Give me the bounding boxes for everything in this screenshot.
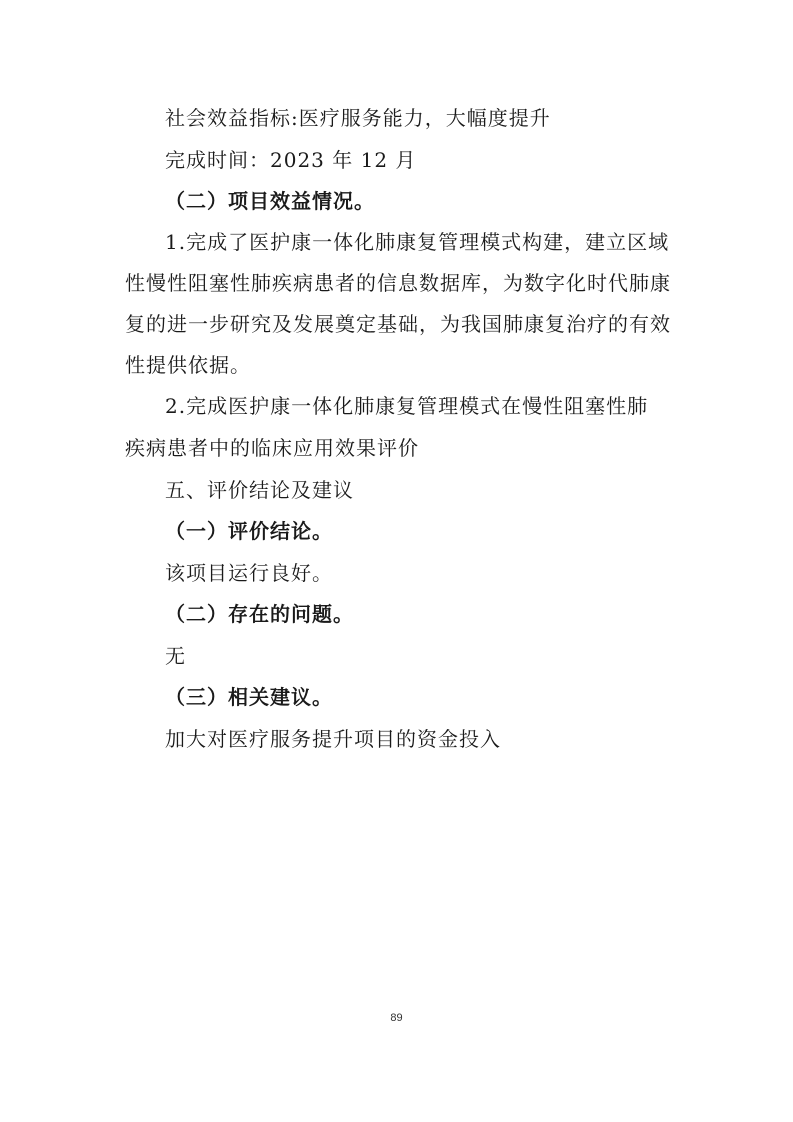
paragraph-1-line-2: 性慢性阻塞性肺疾病患者的信息数据库，为数字化时代肺康: [125, 271, 671, 295]
suggestions-text: 加大对医疗服务提升项目的资金投入: [165, 727, 501, 751]
heading-existing-problems: （二）存在的问题。: [165, 602, 354, 626]
paragraph-2-line-1: 2.完成医护康一体化肺康复管理模式在慢性阻塞性肺: [165, 394, 649, 418]
heading-project-benefit: （二）项目效益情况。: [165, 189, 375, 213]
page-number: 89: [390, 1012, 403, 1024]
paragraph-1-line-3: 复的进一步研究及发展奠定基础，为我国肺康复治疗的有效: [125, 312, 671, 336]
problems-text: 无: [165, 644, 186, 668]
completion-time: 完成时间：2023 年 12 月: [165, 148, 417, 172]
section-five-title: 五、评价结论及建议: [165, 478, 354, 502]
paragraph-1-line-4: 性提供依据。: [125, 353, 251, 377]
social-benefit-indicator: 社会效益指标:医疗服务能力，大幅度提升: [165, 106, 551, 130]
paragraph-1-line-1: 1.完成了医护康一体化肺康复管理模式构建，建立区域: [165, 230, 670, 254]
heading-evaluation-conclusion: （一）评价结论。: [165, 519, 333, 543]
conclusion-text: 该项目运行良好。: [165, 561, 333, 585]
heading-related-suggestions: （三）相关建议。: [165, 685, 333, 709]
paragraph-2-line-2: 疾病患者中的临床应用效果评价: [125, 436, 419, 460]
